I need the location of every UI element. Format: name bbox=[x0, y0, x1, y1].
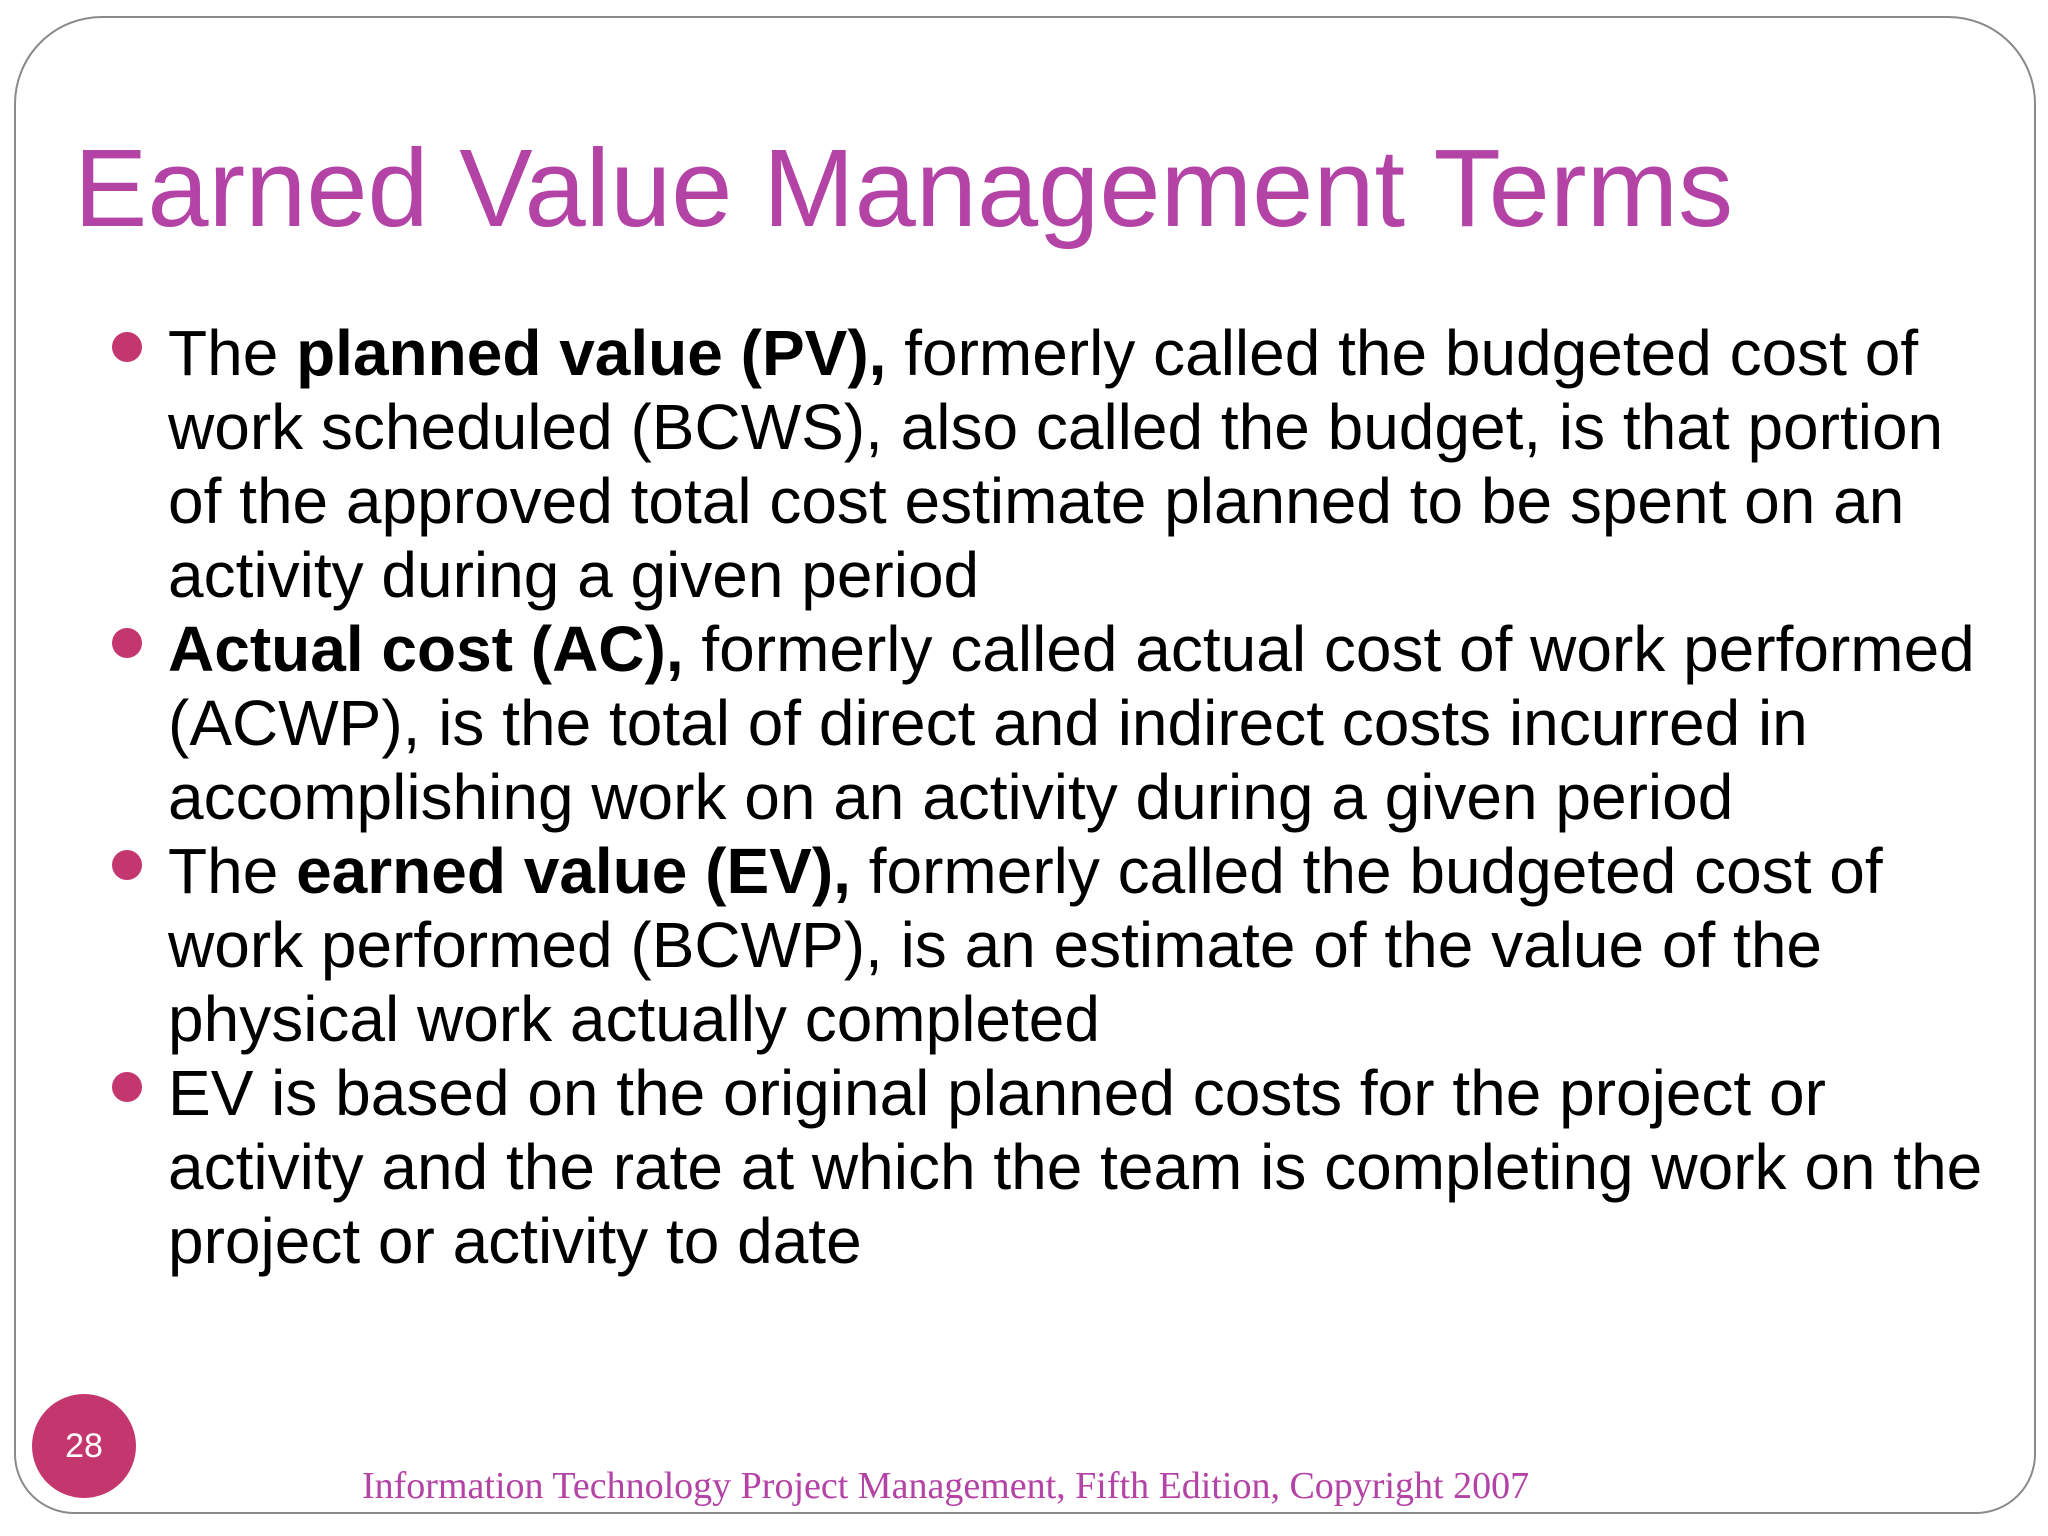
slide-title: Earned Value Management Terms bbox=[74, 127, 1734, 250]
bullet-dot-icon bbox=[112, 1072, 142, 1102]
bullet-item-planned-value bbox=[100, 316, 2000, 612]
bullet-dot-icon bbox=[112, 332, 142, 362]
bullet-text: formerly called the budgeted cost of work scheduled (BCWS), also called the budget, is that portion of the approved total cost estimate planned to be spent on an activity during a given period bbox=[168, 317, 1944, 611]
bullet-item-ev-basis bbox=[100, 1056, 2000, 1278]
page-number-badge: 28 bbox=[32, 1394, 136, 1498]
bullet-term: earned value (EV), bbox=[296, 835, 851, 907]
bullet-item-earned-value bbox=[100, 834, 2000, 1056]
bullet-dot-icon bbox=[112, 628, 142, 658]
bullet-text: formerly called the budgeted cost of work performed (BCWP), is an estimate of the value of the physical work actually completed bbox=[168, 835, 1883, 1055]
bullet-prefix: The bbox=[168, 317, 297, 389]
bullet-text: formerly called actual cost of work performed (ACWP), is the total of direct and indirect costs incurred in accomplishing work on an activity during a given period bbox=[168, 613, 1975, 833]
bullet-text: EV is based on the original planned costs for the project or activity and the rate at which the team is completing work on the project or activity to date bbox=[168, 1057, 1983, 1277]
bullet-term: Actual cost (AC), bbox=[168, 613, 684, 685]
bullet-prefix: The bbox=[168, 835, 297, 907]
slide-footer: Information Technology Project Management, Fifth Edition, Copyright 2007 bbox=[362, 1465, 1530, 1507]
bullet-term: planned value (PV), bbox=[296, 317, 887, 389]
bullet-item-actual-cost bbox=[100, 612, 2000, 834]
bullet-dot-icon bbox=[112, 850, 142, 880]
bullet-list bbox=[100, 316, 2000, 1278]
